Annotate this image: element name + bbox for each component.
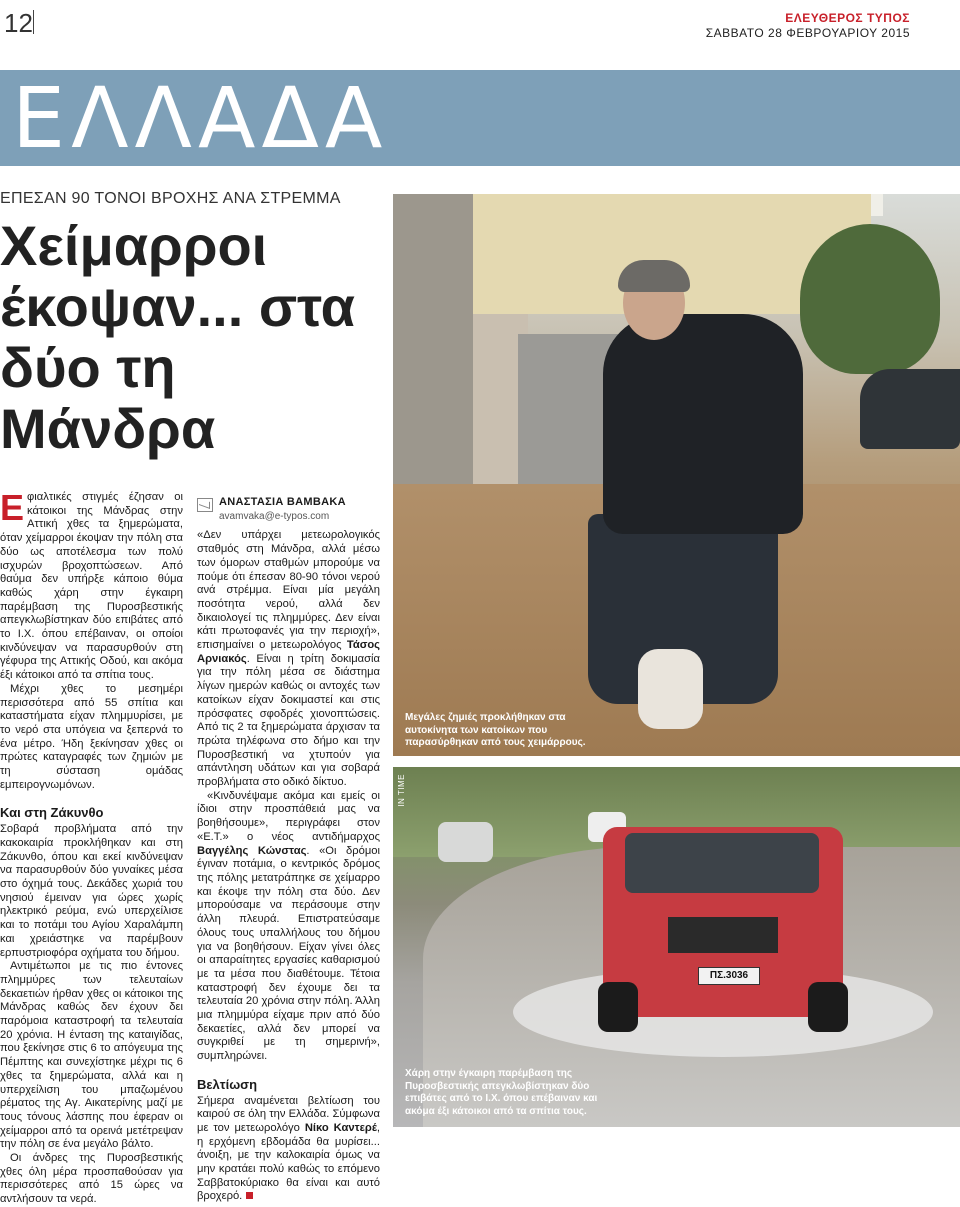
- photo-jeep-grille: [668, 917, 778, 953]
- article-kicker: ΕΠΕΣΑΝ 90 ΤΟΝΟΙ ΒΡΟΧΗΣ ΑΝΑ ΣΤΡΕΜΜΑ: [0, 190, 341, 207]
- photo-distant-car: [438, 822, 493, 862]
- paragraph-text: . Είναι η τρίτη δοκιμασία για την πόλη μέσα σε διάστημα λίγων ημερών καθώς οι αντοχές των κατοίκων είχαν δοκιμαστεί και στις πρόσφατες σφοδρές χιονοπτώσεις. Από τις 2 τα ξημερώματα άρχισαν τα πρώτα τηλέφωνα στο δήμο και την Πυροσβεστική να χτυπούν για απάντληση υδάτων και για σοβαρά προβλήματα στο οδικό δίκτυο.: [197, 652, 380, 789]
- photo-license-plate: ΠΣ.3036: [698, 967, 760, 985]
- photo-parked-car: [860, 369, 960, 449]
- photo-man-boot: [638, 649, 703, 729]
- paragraph-text: . «Οι δρόμοι έγιναν ποτάμια, ο κεντρικός δρόμος της πόλης μετατράπηκε σε χείμαρρο και έκοψε την πόλη στα δύο. Δεν μπορούσαμε να περάσουμε στην άλλη πλευρά. Επιστρατεύσαμε όλους τους υπαλλήλους του δήμου για να βοηθήσουν. Είχαν γίνει όλες οι απαραίτητες εργασίες καθαρισμού με τα μέσα που διαθέτουμε. Τέτοια καταστροφή δεν έχουμε δει τα τελευταία 20 χρόνια στην πόλη. Άλλη μια πλημμύρα είχαμε πριν από δύο δεκαετίες, αλλά δεν μπορεί να συγκριθεί με τη σημερινή», συμπληρώνει.: [197, 844, 380, 1063]
- article-column-1: [0, 487, 183, 1207]
- section-title: ΕΛΛΑΔΑ: [12, 69, 389, 167]
- paragraph-text: «Δεν υπάρχει μετεωρολογικός σταθμός στη Μάνδρα, αλλά μέσω των όμορων σταθμών μπορούμε να πούμε ότι έπεσαν 80-90 τόνοι νερού ανά στρέμμα. Είναι μία μεγάλη ποσότητα νερού, αλλά δεν δικαιολογεί τις πλημμύρες. Δεν είναι κάτι πρωτοφανές για την περιοχή», επισημαίνει ο μετεωρολόγος: [197, 529, 380, 652]
- paragraph-text: , η ερχόμενη εβδομάδα θα μυρίσει... άνοιξη, με την καλοκαιρία όμως να μην κρατάει πολύ καθώς το επόμενο Σαββατοκύριακο θα είναι και αυτό βροχερό.: [197, 1121, 380, 1203]
- photo-jeep-wheel-right: [808, 982, 848, 1032]
- drop-cap: Ε: [0, 487, 25, 528]
- masthead: [706, 11, 910, 40]
- section-band: [0, 70, 960, 166]
- photo-man-hair: [618, 260, 690, 292]
- page-number-divider: [33, 10, 34, 34]
- photo-man-jacket: [603, 314, 803, 534]
- paragraph: Οι άνδρες της Πυροσβεστικής χθες όλη μέρα προσπαθούσαν για περισσότερες από 15 ώρες να αντλήσουν τα νερά.: [0, 1152, 183, 1206]
- subheading-zakynthos: Και στη Ζάκυνθο: [0, 805, 104, 821]
- paragraph: Μέχρι χθες το μεσημέρι περισσότερα από 55 σπίτια και καταστήματα είχαν πλημμυρίσει, με το νερό στα υπόγεια να ξεπερνά το ένα μέτρο. Ήδη ξεκίνησαν χθες οι πρώτες καταγραφές των ζημιών με τη σύσταση ομάδας εμπειρογνωμόνων.: [0, 682, 183, 791]
- photo-wall: [393, 194, 473, 514]
- envelope-icon: [197, 498, 213, 512]
- photo-jeep-windshield: [625, 833, 819, 893]
- end-of-article-mark: [246, 1192, 253, 1199]
- person-name: Νίκο Καντερέ: [304, 1121, 377, 1134]
- photo-man-in-flood: [393, 194, 960, 756]
- byline: [197, 496, 380, 523]
- photo-credit: IN TIME: [397, 774, 406, 807]
- person-name: Βαγγέλης Κώνστας: [197, 844, 307, 857]
- paragraph: [197, 1095, 380, 1205]
- photo-tree: [800, 224, 940, 374]
- issue-date: ΣΑΒΒΑΤΟ 28 ΦΕΒΡΟΥΑΡΙΟΥ 2015: [705, 26, 910, 40]
- photo-caption-1: Μεγάλες ζημιές προκλήθηκαν στα αυτοκίνητα των κατοίκων που παρασύρθηκαν από τους χειμάρρους.: [405, 712, 586, 748]
- paragraph-text: φιαλτικές στιγμές έζησαν οι κάτοικοι της Μάνδρας στην Αττική χθες τα ξημερώματα, όταν χείμαρροι έκοψαν την πόλη στα δύο ως αποτέλεσμα των πολύ ισχυρών βροχοπτώσεων. Από θαύμα δεν υπήρξε κάποιο θύμα καθώς χάρη στην έγκαιρη παρέμβαση της Πυροσβεστικής απεγκλωβίστηκαν δύο επιβάτες από το Ι.Χ. όπου επέβαιναν, οι οποίοι κινδύνεψαν να παρασυρθούν στη γέφυρα της Αττικής Οδού, και ακόμα έξι κάτοικοι από τα σπίτια τους.: [0, 491, 183, 682]
- person-name: Τάσος Αρνιακός: [197, 639, 380, 665]
- article-headline: Χείμαρροι έκοψαν... στα δύο τη Μάνδρα: [0, 214, 356, 460]
- photo-caption-2: Χάρη στην έγκαιρη παρέμβαση της Πυροσβεστικής απεγκλωβίστηκαν δύο επιβάτες από το Ι.Χ. όπου επέβαιναν και ακόμα έξι κάτοικοι από τα σπίτια τους.: [405, 1068, 598, 1117]
- page-number: 12: [4, 8, 33, 38]
- paragraph: [197, 790, 380, 1064]
- paragraph: [197, 529, 380, 789]
- author-name: ΑΝΑΣΤΑΣΙΑ ΒΑΜΒΑΚΑ: [219, 496, 346, 508]
- paragraph: Αντιμέτωποι με τις πιο έντονες πλημμύρες των τελευταίων δεκαετιών ήρθαν χθες οι κάτοικοι της Μάνδρας καθώς δεν έχουν δει παρόμοια καταστροφή τα τελευταία 20 χρόνια. Η ένταση της καταιγίδας, που ξεκίνησε στις 6 το απόγευμα της Πέμπτης και συνεχίστηκε μέχρι τις 6 χθες τα ξημερώματα, αλλά και η υπερχείλιση του μπαζωμένου ρέματος της Αγ. Αικατερίνης μαζί με τους τόνους λάσπης που έφεραν οι χείμαρροι από τα ορεινά μετέτρεψαν την πόλη σε ένα μεγάλο βάλτο.: [0, 960, 183, 1151]
- lead-paragraph: [0, 487, 183, 683]
- author-email[interactable]: avamvaka@e-typos.com: [219, 510, 330, 522]
- photo-jeep-wheel-left: [598, 982, 638, 1032]
- newspaper-name: ΕΛΕΥΘΕΡΟΣ ΤΥΠΟΣ: [785, 11, 910, 25]
- subheading-improvement: Βελτίωση: [197, 1076, 258, 1092]
- paragraph-text: «Κινδυνέψαμε ακόμα και εμείς οι ίδιοι στην προσπάθειά μας να βοηθήσουμε», περιγράφει στον «Ε.Τ.» ο νέος αντιδήμαρχος: [197, 789, 380, 843]
- article-column-2: [197, 496, 380, 1204]
- paragraph-text: Σήμερα αναμένεται βελτίωση του καιρού σε όλη την Ελλάδα. Σύμφωνα με τον μετεωρολόγο: [197, 1094, 380, 1134]
- paragraph: Σοβαρά προβλήματα από την κακοκαιρία προκλήθηκαν και στη Ζάκυνθο, όπου και εκεί κινδύνεψαν να παρασυρθούν δύο γυναίκες μέσα στο όχημά τους. Δεκάδες χωριά του νησιού έμειναν για ώρες χωρίς ηλεκτρικό ρεύμα, ενώ υπερχείλισε και το ποτάμι του Αγίου Χαραλάμπη και χρειάστηκε να παρέμβουν ερπυστριοφόρα οχήματα του δήμου.: [0, 823, 183, 959]
